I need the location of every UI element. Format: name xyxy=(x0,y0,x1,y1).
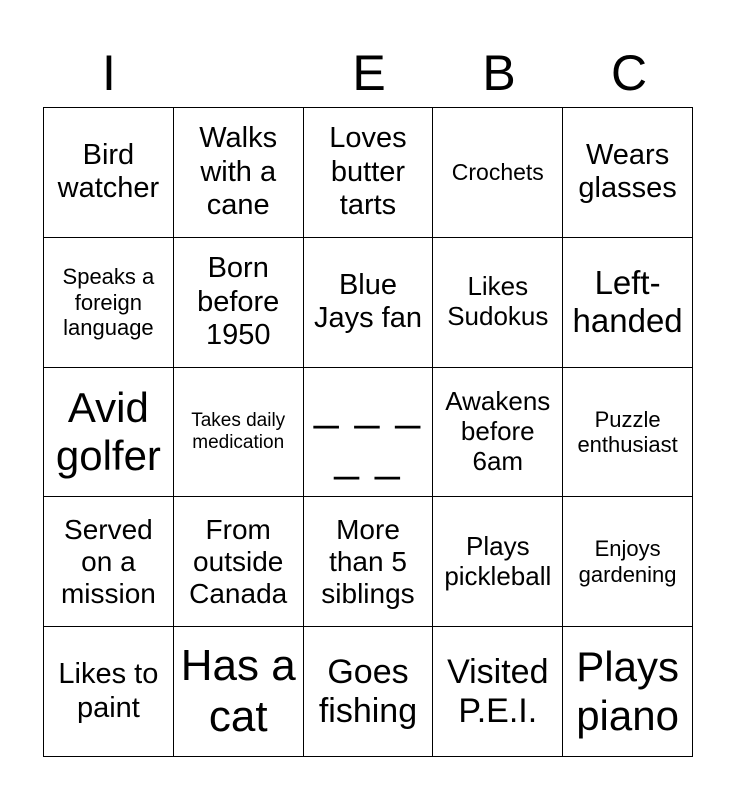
bingo-cell[interactable]: Enjoys gardening xyxy=(563,497,693,627)
bingo-grid xyxy=(43,107,693,757)
header-letter-4: B xyxy=(482,45,516,101)
header-letter-5: C xyxy=(610,45,648,101)
bingo-cell[interactable]: From outside Canada xyxy=(174,497,304,627)
bingo-cell[interactable]: Bird watcher xyxy=(44,108,174,238)
bingo-cell[interactable]: Plays piano xyxy=(563,627,693,757)
bingo-cell[interactable]: Crochets xyxy=(433,108,563,238)
bingo-cell[interactable]: Walks with a cane xyxy=(174,108,304,238)
free-space[interactable]: _ _ _ _ _ xyxy=(304,368,434,498)
bingo-cell[interactable]: Likes to paint xyxy=(44,627,174,757)
bingo-cell[interactable]: Takes daily medication xyxy=(174,368,304,498)
bingo-cell[interactable]: Likes Sudokus xyxy=(433,238,563,368)
bingo-cell[interactable]: Puzzle enthusiast xyxy=(563,368,693,498)
bingo-cell[interactable]: Goes fishing xyxy=(304,627,434,757)
bingo-cell[interactable]: Loves butter tarts xyxy=(304,108,434,238)
bingo-cell[interactable]: Plays pickleball xyxy=(433,497,563,627)
header-letter-1: I xyxy=(102,45,116,101)
bingo-cell[interactable]: Served on a mission xyxy=(44,497,174,627)
header-letter-3: E xyxy=(352,45,386,101)
bingo-cell[interactable]: Awakens before 6am xyxy=(433,368,563,498)
bingo-cell[interactable]: Has a cat xyxy=(174,627,304,757)
bingo-cell[interactable]: Avid golfer xyxy=(44,368,174,498)
bingo-cell[interactable]: Speaks a foreign language xyxy=(44,238,174,368)
bingo-header xyxy=(44,40,694,106)
bingo-cell[interactable]: Born before 1950 xyxy=(174,238,304,368)
bingo-cell[interactable]: Visited P.E.I. xyxy=(433,627,563,757)
bingo-cell[interactable]: More than 5 siblings xyxy=(304,497,434,627)
bingo-cell[interactable]: Wears glasses xyxy=(563,108,693,238)
bingo-cell[interactable]: Blue Jays fan xyxy=(304,238,434,368)
header-letter-2 xyxy=(174,40,304,106)
bingo-cell[interactable]: Left-handed xyxy=(563,238,693,368)
